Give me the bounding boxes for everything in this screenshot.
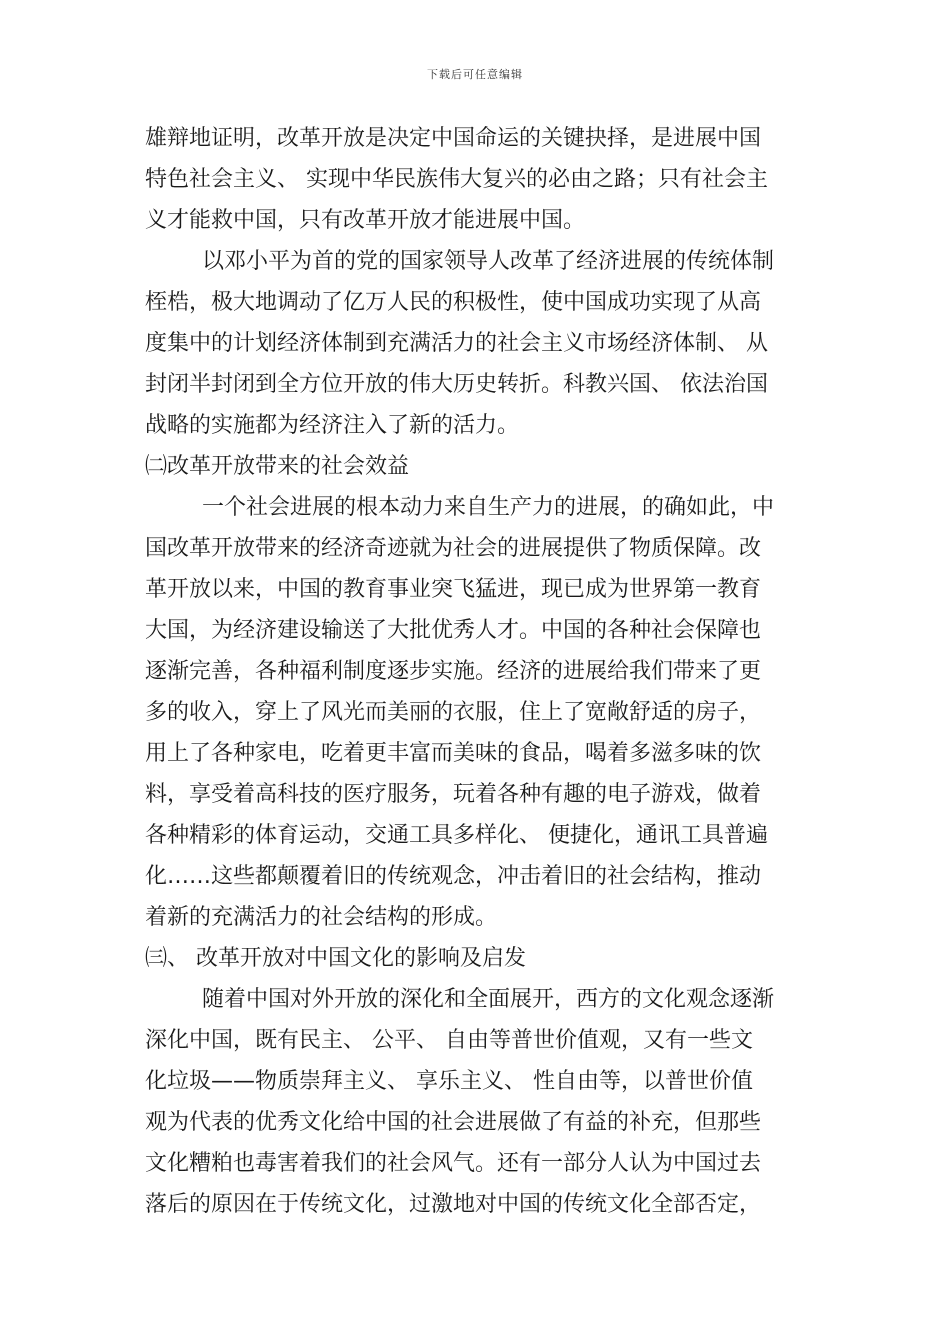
text-line: ㈡改革开放带来的社会效益 (145, 454, 410, 479)
text-line: 落后的原因在于传统文化，过激地对中国的传统文化全部否定， (145, 1192, 762, 1217)
text-line: 国改革开放带来的经济奇迹就为社会的进展提供了物质保障。改 (145, 536, 762, 561)
text-line: 多的收入，穿上了风光而美丽的衣服，住上了宽敞舒适的房子， (145, 700, 762, 725)
body-text (145, 118, 810, 1225)
text-line: 随着中国对外开放的深化和全面展开，西方的文化观念逐渐 (202, 987, 775, 1012)
text-line: 化……这些都颠覆着旧的传统观念，冲击着旧的社会结构，推动 (145, 864, 762, 889)
text-line: 观为代表的优秀文化给中国的社会进展做了有益的补充，但那些 (145, 1110, 762, 1135)
text-line: ㈢、 改革开放对中国文化的影响及启发 (145, 946, 526, 971)
text-line: 化垃圾——物质崇拜主义、 享乐主义、 性自由等，以普世价值 (145, 1069, 753, 1094)
text-line: 一个社会进展的根本动力来自生产力的进展，的确如此，中 (202, 495, 775, 520)
text-line: 战略的实施都为经济注入了新的活力。 (145, 413, 520, 438)
text-line: 雄辩地证明，改革开放是决定中国命运的关键抉择，是进展中国 (145, 126, 762, 151)
text-line: 特色社会主义、 实现中华民族伟大复兴的必由之路；只有社会主 (145, 167, 768, 192)
text-line: 文化糟粕也毒害着我们的社会风气。还有一部分人认为中国过去 (145, 1151, 762, 1176)
text-line: 各种精彩的体育运动，交通工具多样化、 便捷化，通讯工具普遍 (145, 823, 768, 848)
text-line: 大国，为经济建设输送了大批优秀人才。中国的各种社会保障也 (145, 618, 762, 643)
text-line: 以邓小平为首的党的国家领导人改革了经济进展的传统体制 (202, 249, 775, 274)
text-line: 料，享受着高科技的医疗服务，玩着各种有趣的电子游戏，做着 (145, 782, 762, 807)
text-line: 度集中的计划经济体制到充满活力的社会主义市场经济体制、 从 (145, 331, 768, 356)
text-line: 封闭半封闭到全方位开放的伟大历史转折。科教兴国、 依法治国 (145, 372, 768, 397)
page-header: 下载后可任意编辑 (427, 68, 523, 81)
text-line: 逐渐完善，各种福利制度逐步实施。经济的进展给我们带来了更 (145, 659, 762, 684)
text-line: 革开放以来，中国的教育事业突飞猛进，现已成为世界第一教育 (145, 577, 762, 602)
text-line: 桎梏，极大地调动了亿万人民的积极性，使中国成功实现了从高 (145, 290, 762, 315)
text-line: 义才能救中国，只有改革开放才能进展中国。 (145, 208, 586, 233)
text-line: 用上了各种家电，吃着更丰富而美味的食品，喝着多滋多味的饮 (145, 741, 762, 766)
text-line: 深化中国，既有民主、 公平、 自由等普世价值观，又有一些文 (145, 1028, 753, 1053)
text-line: 着新的充满活力的社会结构的形成。 (145, 905, 498, 930)
